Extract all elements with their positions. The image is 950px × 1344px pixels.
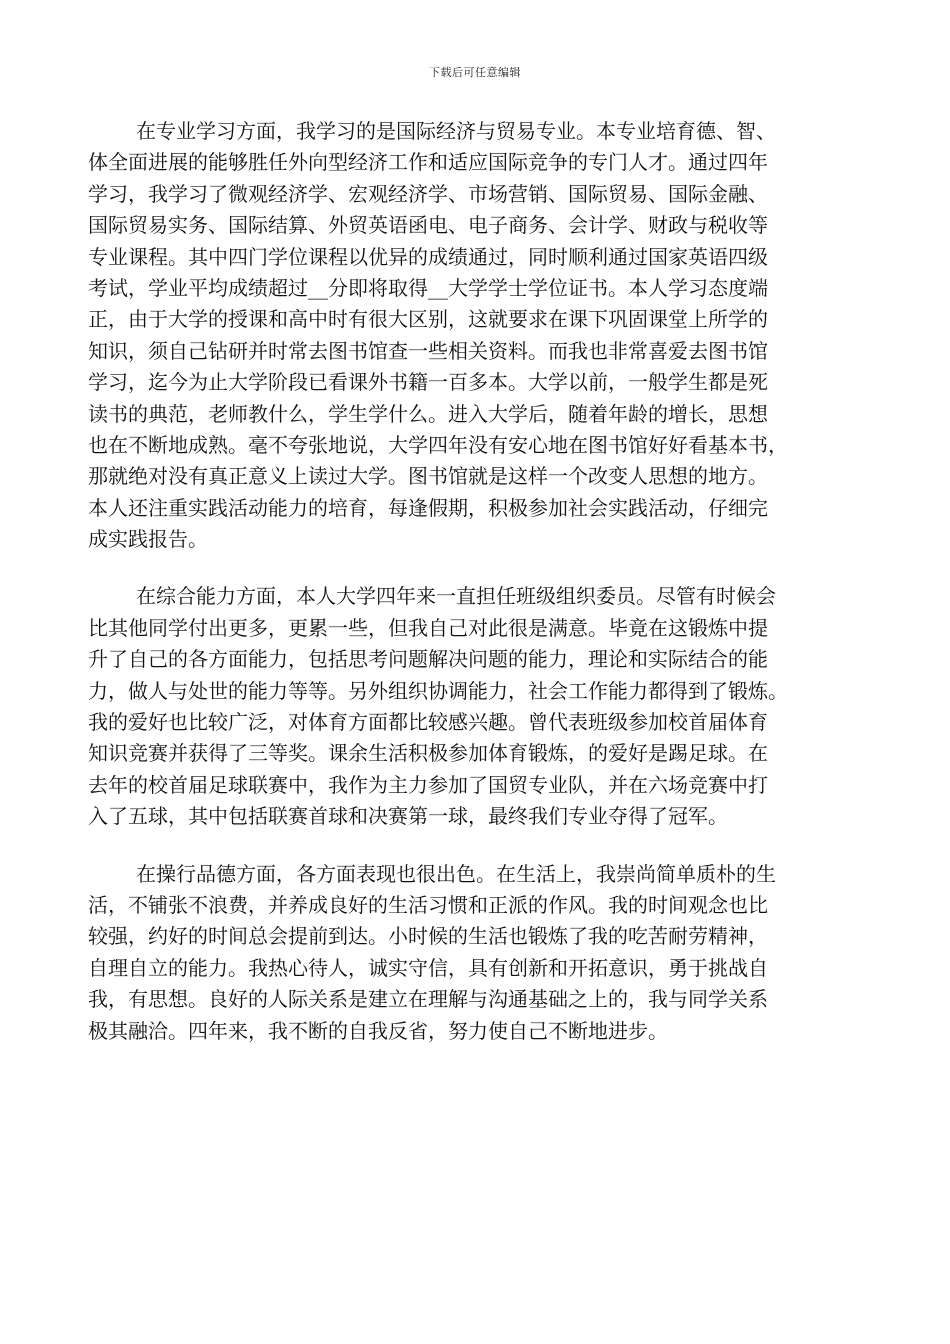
text-line: 学习，迄今为止大学阶段已看课外书籍一百多本。大学以前，一般学生都是死 bbox=[88, 370, 768, 395]
paragraph-1 bbox=[88, 116, 868, 555]
document-body bbox=[88, 116, 868, 1073]
text-line: 去年的校首届足球联赛中，我作为主力参加了国贸专业队，并在六场竞赛中打 bbox=[88, 772, 768, 797]
text-line: 入了五球，其中包括联赛首球和决赛第一球，最终我们专业夺得了冠军。 bbox=[88, 804, 728, 829]
page-header: 下载后可任意编辑 bbox=[429, 66, 521, 79]
text-line: 知识竞赛并获得了三等奖。课余生活积极参加体育锻炼，的爱好是踢足球。在 bbox=[88, 741, 768, 766]
text-line: 在综合能力方面，本人大学四年来一直担任班级组织委员。尽管有时候会 bbox=[136, 584, 776, 609]
text-line: 活，不铺张不浪费，并养成良好的生活习惯和正派的作风。我的时间观念也比 bbox=[88, 892, 768, 917]
text-line: 我，有思想。良好的人际关系是建立在理解与沟通基础之上的，我与同学关系 bbox=[88, 987, 768, 1012]
text-line: 读书的典范，老师教什么，学生学什么。进入大学后，随着年龄的增长，思想 bbox=[88, 401, 768, 426]
text-line: 在专业学习方面，我学习的是国际经济与贸易专业。本专业培育德、智、 bbox=[136, 119, 776, 143]
text-line: 考试，学业平均成绩超过__分即将取得__大学学士学位证书。本人学习态度端 bbox=[88, 275, 768, 300]
text-line: 力，做人与处世的能力等等。另外组织协调能力，社会工作能力都得到了锻炼。 bbox=[88, 678, 788, 703]
text-line: 本人还注重实践活动能力的培育，每逢假期，积极参加社会实践活动，仔细完 bbox=[88, 495, 768, 520]
paragraph-3 bbox=[88, 859, 868, 1047]
text-line: 体全面进展的能够胜任外向型经济工作和适应国际竞争的专门人才。通过四年 bbox=[88, 150, 768, 175]
text-line: 知识，须自己钻研并时常去图书馆查一些相关资料。而我也非常喜爱去图书馆 bbox=[88, 338, 768, 363]
text-line: 在操行品德方面，各方面表现也很出色。在生活上，我崇尚简单质朴的生 bbox=[136, 861, 776, 886]
text-line: 那就绝对没有真正意义上读过大学。图书馆就是这样一个改变人思想的地方。 bbox=[88, 464, 768, 489]
text-line: 学习，我学习了微观经济学、宏观经济学、市场营销、国际贸易、国际金融、 bbox=[88, 181, 768, 206]
text-line: 也在不断地成熟。毫不夸张地说，大学四年没有安心地在图书馆好好看基本书， bbox=[88, 432, 788, 457]
text-line: 正，由于大学的授课和高中时有很大区别，这就要求在课下巩固课堂上所学的 bbox=[88, 307, 768, 332]
text-line: 成实践报告。 bbox=[88, 527, 208, 552]
text-line: 国际贸易实务、国际结算、外贸英语函电、电子商务、会计学、财政与税收等 bbox=[88, 213, 768, 238]
text-line: 自理自立的能力。我热心待人，诚实守信，具有创新和开拓意识，勇于挑战自 bbox=[88, 955, 768, 980]
text-line: 较强，约好的时间总会提前到达。小时候的生活也锻炼了我的吃苦耐劳精神， bbox=[88, 924, 768, 949]
paragraph-2 bbox=[88, 581, 868, 832]
text-line: 升了自己的各方面能力，包括思考问题解决问题的能力，理论和实际结合的能 bbox=[88, 647, 768, 672]
text-line: 我的爱好也比较广泛，对体育方面都比较感兴趣。曾代表班级参加校首届体育 bbox=[88, 710, 768, 735]
text-line: 比其他同学付出更多，更累一些，但我自己对此很是满意。毕竟在这锻炼中提 bbox=[88, 615, 768, 640]
text-line: 极其融洽。四年来，我不断的自我反省，努力使自己不断地进步。 bbox=[88, 1018, 668, 1043]
text-line: 专业课程。其中四门学位课程以优异的成绩通过，同时顺利通过国家英语四级 bbox=[88, 244, 768, 269]
